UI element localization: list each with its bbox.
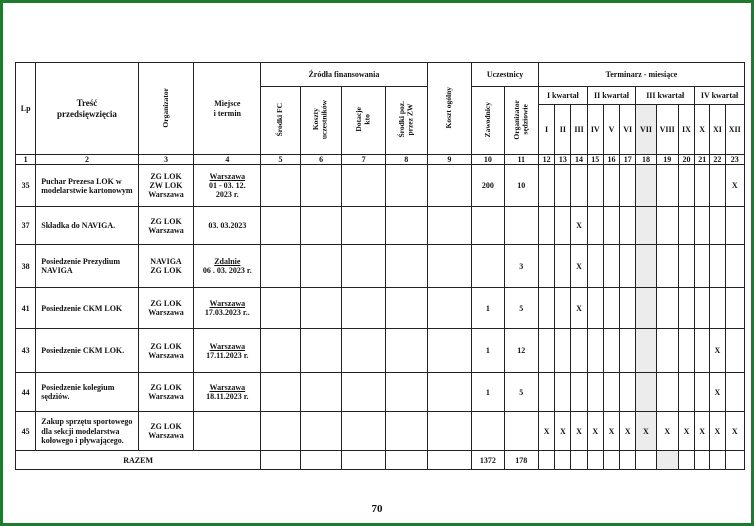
row-place — [194, 329, 261, 373]
month-cell — [555, 373, 571, 412]
column-number: 22 — [710, 155, 725, 165]
row-judges: 3 — [504, 245, 538, 288]
funding-cell — [261, 412, 301, 451]
row-competitors: 1 — [472, 288, 504, 329]
month-cell: X — [571, 412, 587, 451]
funding-cell — [427, 373, 472, 412]
month-header: V — [603, 105, 619, 155]
funding-cell — [261, 373, 301, 412]
month-cell — [620, 165, 636, 207]
month-header: X — [695, 105, 710, 155]
month-cell: X — [539, 412, 555, 451]
funding-cell — [427, 165, 472, 207]
header-zw: Środki poz. przez ZW — [396, 101, 415, 138]
column-number: 3 — [138, 155, 194, 165]
funding-cell — [427, 329, 472, 373]
row-organizer: ZG LOK Warszawa — [138, 207, 194, 245]
month-cell: X — [571, 288, 587, 329]
month-cell — [620, 207, 636, 245]
month-cell — [710, 245, 725, 288]
month-cell — [695, 207, 710, 245]
header-grants: Dotacje kto — [354, 107, 372, 132]
total-judges: 178 — [504, 451, 538, 470]
month-cell — [603, 373, 619, 412]
funding-cell — [342, 329, 386, 373]
month-cell — [656, 373, 678, 412]
month-header: XI — [710, 105, 725, 155]
funding-cell — [300, 207, 342, 245]
row-organizer: ZG LOK ZW LOK Warszawa — [138, 165, 194, 207]
month-cell — [587, 329, 603, 373]
funding-cell — [427, 207, 472, 245]
row-lp: 41 — [16, 288, 36, 329]
month-cell — [555, 329, 571, 373]
month-cell — [587, 165, 603, 207]
header-total-cost: Koszt ogólny — [444, 86, 453, 129]
column-number: 10 — [472, 155, 504, 165]
month-cell — [555, 165, 571, 207]
column-number: 4 — [194, 155, 261, 165]
column-number: 17 — [620, 155, 636, 165]
row-lp: 38 — [16, 245, 36, 288]
column-number: 16 — [603, 155, 619, 165]
place-city: Warszawa — [209, 299, 246, 308]
month-cell — [656, 207, 678, 245]
place-date: 17.03.2023 r.. — [204, 308, 250, 318]
row-judges — [504, 207, 538, 245]
month-cell — [678, 245, 694, 288]
place-date: 03. 03.2023 — [208, 221, 247, 231]
row-place — [194, 373, 261, 412]
month-cell — [603, 207, 619, 245]
funding-cell — [300, 245, 342, 288]
row-content: Składka do NAVIGA. — [36, 207, 138, 245]
month-cell: X — [678, 412, 694, 451]
header-schedule: Terminarz - miesiące — [539, 63, 745, 87]
month-cell — [725, 207, 745, 245]
month-cell — [678, 329, 694, 373]
funding-cell — [261, 288, 301, 329]
month-cell — [695, 373, 710, 412]
row-content: Posiedzenie CKM LOK. — [36, 329, 138, 373]
month-cell — [603, 329, 619, 373]
page-number: 70 — [371, 503, 383, 515]
place-city: Warszawa — [209, 341, 246, 351]
column-number: 6 — [300, 155, 342, 165]
column-number: 7 — [342, 155, 386, 165]
month-cell — [656, 288, 678, 329]
month-cell — [695, 288, 710, 329]
row-content: Puchar Prezesa LOK w modelarstwie kartonowym — [36, 165, 138, 207]
row-organizer: ZG LOK Warszawa — [138, 329, 194, 373]
funding-cell — [342, 207, 386, 245]
row-judges: 5 — [504, 373, 538, 412]
month-cell — [571, 373, 587, 412]
row-competitors — [472, 245, 504, 288]
month-cell — [636, 245, 656, 288]
month-cell — [539, 288, 555, 329]
month-cell — [555, 207, 571, 245]
month-cell — [636, 288, 656, 329]
month-cell — [695, 329, 710, 373]
month-header: XII — [725, 105, 745, 155]
header-content: Treść przedsięwzięcia — [36, 63, 138, 155]
month-cell — [539, 329, 555, 373]
row-competitors: 200 — [472, 165, 504, 207]
row-lp: 35 — [16, 165, 36, 207]
funding-cell — [385, 329, 427, 373]
month-cell — [620, 329, 636, 373]
month-header: IX — [678, 105, 694, 155]
month-header: VI — [620, 105, 636, 155]
place-date: 17.11.2023 r. — [206, 350, 249, 360]
row-content: Posiedzenie CKM LOK — [36, 288, 138, 329]
month-cell — [539, 165, 555, 207]
month-cell — [710, 288, 725, 329]
column-number: 18 — [636, 155, 656, 165]
column-number: 9 — [427, 155, 472, 165]
row-competitors: 1 — [472, 329, 504, 373]
funding-cell — [427, 412, 472, 451]
row-lp: 43 — [16, 329, 36, 373]
column-number: 12 — [539, 155, 555, 165]
funding-cell — [300, 373, 342, 412]
table-row — [16, 207, 745, 245]
month-cell — [620, 288, 636, 329]
month-cell — [636, 165, 656, 207]
funding-cell — [261, 207, 301, 245]
month-cell — [678, 288, 694, 329]
total-label: RAZEM — [16, 451, 261, 470]
month-cell — [695, 165, 710, 207]
month-cell — [587, 288, 603, 329]
row-content: Zakup sprzętu sportowego dla sekcji modelarstwa kołowego i pływającego. — [36, 412, 138, 451]
row-competitors — [472, 207, 504, 245]
funding-cell — [261, 165, 301, 207]
funding-cell — [385, 245, 427, 288]
month-cell: X — [555, 412, 571, 451]
row-place — [194, 165, 261, 207]
month-cell — [636, 373, 656, 412]
funding-cell — [385, 207, 427, 245]
month-cell — [587, 207, 603, 245]
funding-cell — [342, 412, 386, 451]
month-cell: X — [710, 412, 725, 451]
column-number: 8 — [385, 155, 427, 165]
month-cell: X — [710, 329, 725, 373]
row-content: Posiedzenie kolegium sędziów. — [36, 373, 138, 412]
month-cell — [587, 373, 603, 412]
month-cell — [603, 288, 619, 329]
header-quarter: I kwartał — [539, 87, 588, 105]
column-number: 2 — [36, 155, 138, 165]
header-fc: Środki FC — [275, 102, 285, 137]
header-quarter: IV kwartał — [695, 87, 745, 105]
month-header: II — [555, 105, 571, 155]
header-place: Miejsce i termin — [194, 63, 261, 155]
month-cell — [539, 373, 555, 412]
table-row — [16, 412, 745, 451]
table-row — [16, 288, 745, 329]
month-cell — [725, 245, 745, 288]
month-cell — [620, 245, 636, 288]
month-cell — [678, 207, 694, 245]
header-quarter: III kwartał — [636, 87, 695, 105]
month-cell — [725, 288, 745, 329]
month-cell: X — [571, 245, 587, 288]
header-lp: Lp — [16, 63, 36, 155]
funding-cell — [427, 288, 472, 329]
funding-cell — [300, 165, 342, 207]
row-competitors — [472, 412, 504, 451]
column-number: 20 — [678, 155, 694, 165]
table-row — [16, 245, 745, 288]
row-organizer: ZG LOK Warszawa — [138, 288, 194, 329]
row-judges: 10 — [504, 165, 538, 207]
column-number: 13 — [555, 155, 571, 165]
row-organizer: NAVIGA ZG LOK — [138, 245, 194, 288]
month-cell — [620, 373, 636, 412]
month-cell: X — [710, 373, 725, 412]
month-cell — [695, 245, 710, 288]
row-judges: 12 — [504, 329, 538, 373]
month-cell: X — [587, 412, 603, 451]
funding-cell — [385, 412, 427, 451]
month-cell — [603, 245, 619, 288]
month-cell — [636, 207, 656, 245]
row-place — [194, 245, 261, 288]
place-city: Warszawa — [209, 171, 246, 181]
funding-cell — [342, 165, 386, 207]
funding-cell — [342, 288, 386, 329]
schedule-table — [15, 62, 745, 470]
column-number: 19 — [656, 155, 678, 165]
month-cell — [539, 245, 555, 288]
place-date: 18.11.2023 r. — [206, 392, 249, 402]
column-number: 14 — [571, 155, 587, 165]
funding-cell — [385, 288, 427, 329]
column-number: 11 — [504, 155, 538, 165]
month-cell — [571, 329, 587, 373]
month-header: VII — [636, 105, 656, 155]
header-organizer-judges: Organizator sędziowie — [511, 99, 530, 140]
row-place — [194, 207, 261, 245]
column-number: 15 — [587, 155, 603, 165]
month-cell — [555, 245, 571, 288]
month-cell — [636, 329, 656, 373]
place-city: Warszawa — [209, 383, 246, 392]
month-cell: X — [656, 412, 678, 451]
month-cell — [656, 245, 678, 288]
row-place — [194, 412, 261, 451]
row-organizer: ZG LOK Warszawa — [138, 412, 194, 451]
month-cell — [678, 165, 694, 207]
row-lp: 37 — [16, 207, 36, 245]
funding-cell — [342, 245, 386, 288]
column-number: 1 — [16, 155, 36, 165]
place-date: 06 . 03. 2023 r. — [202, 266, 252, 276]
table-row — [16, 329, 745, 373]
place-city: Zdalnie — [214, 257, 241, 266]
month-cell: X — [603, 412, 619, 451]
month-cell — [725, 373, 745, 412]
month-cell: X — [695, 412, 710, 451]
month-cell: X — [725, 412, 745, 451]
place-date: 01 - 03. 12. 2023 r. — [209, 181, 246, 200]
funding-cell — [427, 245, 472, 288]
month-cell — [571, 165, 587, 207]
month-cell: X — [636, 412, 656, 451]
header-participants-cost: Koszty uczestników — [311, 99, 330, 139]
column-number: 21 — [695, 155, 710, 165]
column-number: 5 — [261, 155, 301, 165]
funding-cell — [342, 373, 386, 412]
month-cell — [587, 245, 603, 288]
funding-cell — [385, 373, 427, 412]
month-cell — [678, 373, 694, 412]
row-place — [194, 288, 261, 329]
row-judges: 5 — [504, 288, 538, 329]
row-lp: 44 — [16, 373, 36, 412]
month-header: IV — [587, 105, 603, 155]
total-competitors: 1372 — [472, 451, 504, 470]
month-header: I — [539, 105, 555, 155]
month-cell: X — [620, 412, 636, 451]
funding-cell — [300, 329, 342, 373]
row-judges — [504, 412, 538, 451]
month-cell — [555, 288, 571, 329]
month-cell — [603, 165, 619, 207]
header-quarter: II kwartał — [587, 87, 636, 105]
row-competitors: 1 — [472, 373, 504, 412]
table-row — [16, 373, 745, 412]
row-content: Posiedzenie Prezydium NAVIGA — [36, 245, 138, 288]
header-organizer: Organizator — [160, 87, 170, 128]
header-participants: Uczestnicy — [472, 63, 539, 87]
month-cell: X — [571, 207, 587, 245]
table-row — [16, 165, 745, 207]
month-header: III — [571, 105, 587, 155]
month-cell — [710, 165, 725, 207]
column-number: 23 — [725, 155, 745, 165]
funding-cell — [300, 288, 342, 329]
month-cell — [656, 329, 678, 373]
month-cell — [539, 207, 555, 245]
month-cell — [725, 329, 745, 373]
funding-cell — [261, 245, 301, 288]
funding-cell — [261, 329, 301, 373]
row-organizer: ZG LOK Warszawa — [138, 373, 194, 412]
header-sources: Źródła finansowania — [261, 63, 427, 87]
funding-cell — [300, 412, 342, 451]
month-cell — [710, 207, 725, 245]
funding-cell — [385, 165, 427, 207]
row-lp: 45 — [16, 412, 36, 451]
month-cell — [656, 165, 678, 207]
month-header: VIII — [656, 105, 678, 155]
header-competitors: Zawodnicy — [482, 101, 492, 138]
month-cell: X — [725, 165, 745, 207]
